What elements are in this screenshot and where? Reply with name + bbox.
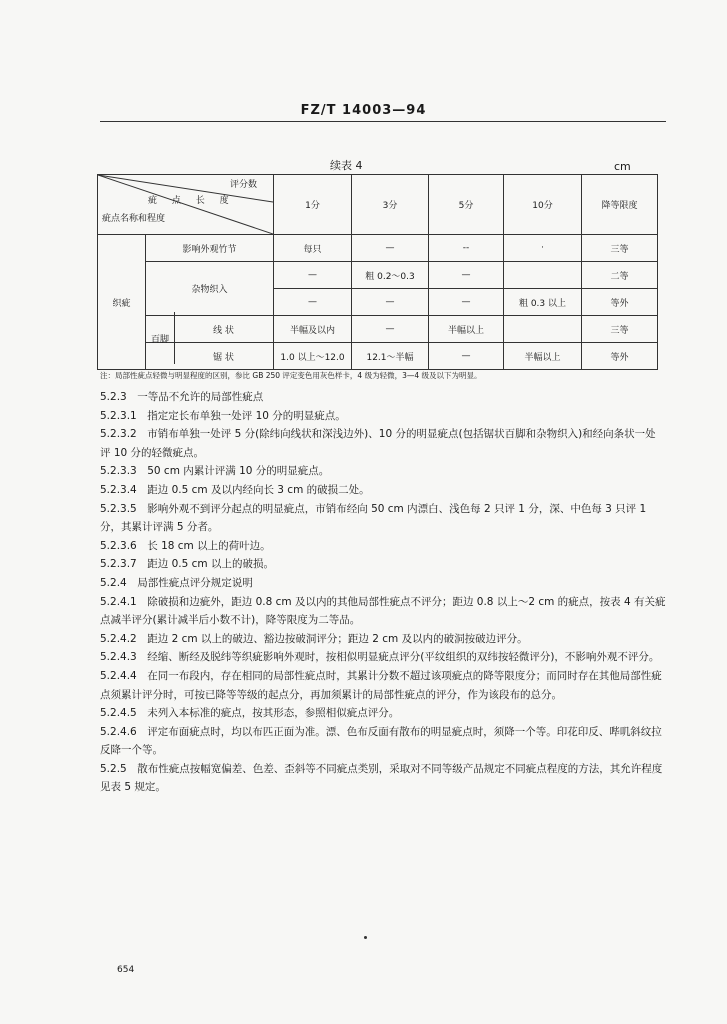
scan-speck	[364, 936, 367, 939]
table-row	[98, 316, 658, 343]
cell-1: —	[274, 289, 352, 316]
paragraph: 5.2.4.3 经缩、断经及脱纬等织疵影响外观时，按相似明显疵点评分(平纹组织的双纬按轻微评分)，不影响外观不评分。	[100, 651, 660, 664]
col-header-5: 5分	[429, 175, 504, 235]
diag-length-label: 疵 点 长 度	[148, 196, 235, 206]
col-header-limit: 降等限度	[582, 175, 658, 235]
cell-3: 粗 0.2～0.3	[352, 262, 429, 289]
paragraph: 5.2.3.7 距边 0.5 cm 以上的破损。	[100, 558, 274, 571]
col-header-10: 10分	[504, 175, 582, 235]
table-row	[98, 262, 658, 289]
paragraph: 5.2.3.4 距边 0.5 cm 及以内经向长 3 cm 的破损二处。	[100, 483, 370, 496]
table-caption: 续表 4	[330, 159, 363, 172]
cell-1: —	[274, 262, 352, 289]
cell-limit: 等外	[582, 289, 658, 316]
paragraph: 5.2.3.3 50 cm 内累计评满 10 分的明显疵点。	[100, 465, 330, 478]
cell-5: —	[429, 343, 504, 370]
diagonal-header-cell	[98, 175, 274, 235]
paragraph: 5.2.4.1 除破损和边疵外，距边 0.8 cm 及以内的其他局部性疵点不评分；距边 0.8 以上～2 cm 的疵点，按表 4 有关疵点减半评分(累计减半后小数不计)，降等限度为二等品。	[100, 595, 666, 627]
table-row	[98, 343, 658, 370]
cell-limit: 三等	[582, 316, 658, 343]
cell-10	[504, 316, 582, 343]
col-header-1: 1分	[274, 175, 352, 235]
paragraph: 5.2.3 一等品不允许的局部性疵点	[100, 391, 264, 403]
cell-5: --	[429, 235, 504, 262]
cell-5: —	[429, 289, 504, 316]
cell-limit: 等外	[582, 343, 658, 370]
paragraph: 5.2.4.5 未列入本标准的疵点，按其形态，参照相似疵点评分。	[100, 707, 400, 720]
cell-10: ·	[504, 235, 582, 262]
paragraph: 5.2.3.5 影响外观不到评分起点的明显疵点，市销布经向 50 cm 内漂白、浅色每 2 只评 1 分，深、中色每 3 只评 1 分，其累计评满 5 分者。	[100, 502, 647, 534]
row-label: 影响外观竹节	[146, 235, 274, 262]
diag-score-label: 评分数	[230, 180, 258, 190]
table-row	[98, 235, 658, 262]
cell-3: —	[352, 235, 429, 262]
paragraph: 5.2.4.4 在同一布段内，存在相同的局部性疵点时，其累计分数不超过该项疵点的降等限度分；而同时存在其他局部性疵点须累计评分时，可按已降等等级的起点分，再加须累计的局部性疵点的评分，作为该段布的总分。	[100, 669, 662, 701]
diag-name-label: 疵点名称和程度	[102, 214, 166, 224]
standard-code-header: FZ/T 14003—94	[300, 103, 427, 118]
cell-1: 半幅及以内	[274, 316, 352, 343]
paragraph: 5.2.3.6 长 18 cm 以上的荷叶边。	[100, 539, 271, 552]
cell-5: —	[429, 262, 504, 289]
row-label: 线 状	[213, 325, 234, 336]
cell-5: 半幅以上	[429, 316, 504, 343]
paragraph: 5.2.5 散布性疵点按幅宽偏差、色差、歪斜等不同疵点类别，采取对不同等级产品规定不同疵点程度的方法，其允许程度见表 5 规定。	[100, 762, 663, 794]
cell-10	[504, 262, 582, 289]
cell-1: 每只	[274, 235, 352, 262]
defect-scoring-table	[97, 174, 658, 370]
paragraph: 5.2.4 局部性疵点评分规定说明	[100, 576, 253, 589]
row-label: 锯 状	[213, 352, 234, 363]
table-note: 注：局部性疵点轻微与明显程度的区别，参比 GB 250 评定变色用灰色样卡，4 级为轻微，3—4 级及以下为明显。	[100, 371, 482, 380]
cell-10: 粗 0.3 以上	[504, 289, 582, 316]
cell-3: —	[352, 289, 429, 316]
cell-limit: 二等	[582, 262, 658, 289]
cell-10: 半幅以上	[504, 343, 582, 370]
paragraph: 5.2.3.2 市销布单独一处评 5 分(除纬向线状和深浅边外)、10 分的明显疵点(包括锯状百脚和杂物织入)和经向条状一处评 10 分的轻微疵点。	[100, 428, 656, 459]
subgroup-label: 百脚	[150, 334, 169, 345]
page-number: 654	[117, 965, 135, 975]
paragraph: 5.2.4.2 距边 2 cm 以上的破边、豁边按破洞评分；距边 2 cm 及以内的破洞按破边评分。	[100, 632, 528, 645]
header-rule	[100, 121, 666, 122]
row-label: 杂物织入	[146, 262, 274, 316]
table-unit: cm	[614, 160, 631, 173]
body-text	[100, 388, 666, 797]
paragraph: 5.2.3.1 指定定长布单独一处评 10 分的明显疵点。	[100, 409, 346, 422]
cell-limit: 三等	[582, 235, 658, 262]
cell-1: 1.0 以上～12.0	[274, 343, 352, 370]
col-header-3: 3分	[352, 175, 429, 235]
paragraph: 5.2.4.6 评定布面疵点时，均以布匹正面为准。漂、色布反面有散布的明显疵点时，须降一个等。印花印反、哔叽斜纹拉反降一个等。	[100, 725, 662, 757]
subgroup-baijiao	[146, 312, 175, 364]
group-weaving-defects: 织疵	[98, 235, 146, 370]
table-header-row	[98, 175, 658, 235]
cell-3: —	[352, 316, 429, 343]
cell-3: 12.1～半幅	[352, 343, 429, 370]
